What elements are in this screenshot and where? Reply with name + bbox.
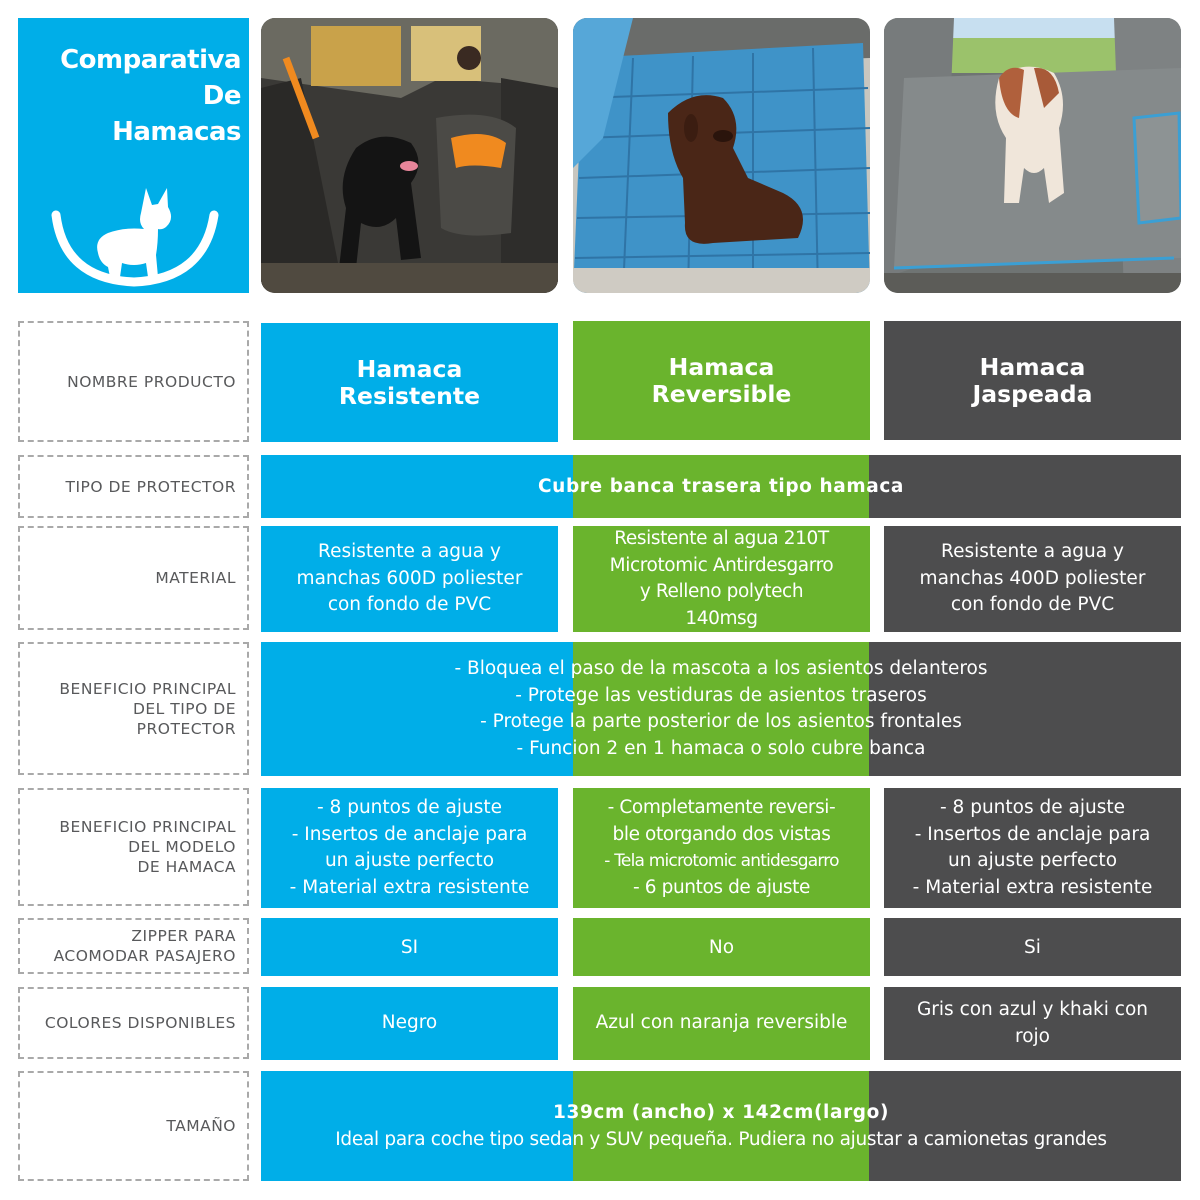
- hamaca-resistente-photo: [261, 18, 558, 293]
- material-line: manchas 600D poliester: [296, 567, 523, 589]
- cell-tamano: [261, 1071, 1181, 1181]
- beneficio-tipo-line: - Bloquea el paso de la mascota a los asientos delanteros: [454, 658, 988, 679]
- title-panel: [18, 18, 249, 293]
- beneficio-tipo-line: - Protege las vestiduras de asientos traseros: [515, 684, 927, 706]
- material-line: manchas 400D poliester: [919, 567, 1146, 589]
- cell-colores-jaspeada: [884, 987, 1181, 1060]
- label-beneficio-modelo: [18, 788, 249, 906]
- colores-line: Negro: [381, 1012, 438, 1034]
- label-line: BENEFICIO PRINCIPAL: [59, 818, 236, 836]
- cell-material-jaspeada: [884, 526, 1181, 632]
- tamano-dimensions: 139cm (ancho) x 142cm(largo): [553, 1102, 889, 1123]
- title-line: De: [202, 81, 241, 111]
- beneficio-modelo-line: - Completamente reversi-: [607, 797, 836, 818]
- label-zipper: [18, 918, 249, 974]
- beneficio-modelo-line: - Material extra resistente: [289, 876, 530, 898]
- tipo-protector-value: Cubre banca trasera tipo hamaca: [538, 476, 904, 497]
- beneficio-modelo-line: - 8 puntos de ajuste: [317, 797, 502, 818]
- cell-beneficio-modelo-resistente: [261, 788, 558, 908]
- hamaca-reversible-photo: [573, 18, 870, 293]
- product-name-line: Hamaca: [979, 352, 1086, 381]
- beneficio-modelo-line: un ajuste perfecto: [324, 850, 495, 871]
- beneficio-tipo-line: - Funcion 2 en 1 hamaca o solo cubre banca: [516, 737, 926, 759]
- product-name-line: Resistente: [338, 381, 481, 410]
- label-tamano: [18, 1071, 249, 1181]
- cell-colores-reversible: [573, 987, 870, 1060]
- beneficio-modelo-line: - Material extra resistente: [912, 876, 1153, 898]
- product-name-line: Hamaca: [356, 354, 463, 383]
- cell-nombre-reversible: [573, 321, 870, 440]
- label-line: TIPO DE PROTECTOR: [65, 477, 236, 496]
- beneficio-modelo-line: - 6 puntos de ajuste: [633, 876, 810, 898]
- colores-line: Azul con naranja reversible: [595, 1012, 848, 1034]
- label-line: ZIPPER PARA: [131, 927, 236, 945]
- cell-zipper-jaspeada: [884, 918, 1181, 976]
- zipper-value: SI: [400, 936, 419, 958]
- cell-beneficio-modelo-jaspeada: [884, 788, 1181, 908]
- label-material: [18, 526, 249, 630]
- label-line: COLORES DISPONIBLES: [44, 1014, 236, 1032]
- zipper-value: No: [708, 936, 735, 958]
- material-line: Microtomic Antirdesgarro: [609, 554, 834, 576]
- label-line: ACOMODAR PASAJERO: [53, 947, 236, 965]
- cell-material-resistente: [261, 526, 558, 632]
- material-line: Resistente al agua 210T: [614, 528, 829, 549]
- beneficio-modelo-line: - Insertos de anclaje para: [291, 823, 528, 845]
- cell-nombre-resistente: [261, 323, 558, 442]
- colores-line: rojo: [1015, 1025, 1050, 1047]
- material-line: 140msg: [685, 607, 758, 629]
- cell-zipper-resistente: [261, 918, 558, 976]
- material-line: y Relleno polytech: [639, 581, 804, 602]
- material-line: Resistente a agua y: [318, 541, 501, 563]
- cell-tipo-protector: [261, 455, 1181, 518]
- cell-material-reversible: [573, 526, 870, 632]
- label-beneficio-tipo: [18, 642, 249, 775]
- cat-hammock-logo-icon: [34, 183, 234, 293]
- product-name-line: Hamaca: [668, 352, 775, 381]
- material-line: con fondo de PVC: [327, 594, 492, 616]
- label-line: TAMAÑO: [166, 1117, 236, 1135]
- beneficio-modelo-line: - Insertos de anclaje para: [914, 823, 1151, 845]
- tamano-description: Ideal para coche tipo sedan y SUV pequeña. Pudiera no ajustar a camionetas grandes: [335, 1129, 1107, 1150]
- label-line: NOMBRE PRODUCTO: [67, 372, 236, 391]
- beneficio-modelo-line: - 8 puntos de ajuste: [940, 797, 1125, 818]
- cell-nombre-jaspeada: [884, 321, 1181, 440]
- label-colores: [18, 987, 249, 1059]
- label-line: DEL MODELO: [128, 838, 236, 856]
- label-line: MATERIAL: [155, 569, 236, 587]
- hamaca-jaspeada-photo: [884, 18, 1181, 293]
- cell-beneficio-modelo-reversible: [573, 788, 870, 908]
- cell-colores-resistente: [261, 987, 558, 1060]
- label-line: DE HAMACA: [137, 858, 236, 876]
- cell-zipper-reversible: [573, 918, 870, 976]
- colores-line: Gris con azul y khaki con: [916, 999, 1149, 1020]
- page-title: [26, 42, 241, 150]
- label-nombre-producto: [18, 321, 249, 442]
- cell-beneficio-tipo: [261, 642, 1181, 776]
- material-line: Resistente a agua y: [941, 541, 1124, 563]
- title-line: Hamacas: [112, 117, 241, 147]
- product-name-line: Reversible: [651, 379, 792, 408]
- product-name-line: Jaspeada: [972, 379, 1093, 408]
- label-line: DEL TIPO DE: [132, 699, 236, 718]
- beneficio-modelo-line: - Tela microtomic antidesgarro: [604, 851, 839, 871]
- zipper-value: Si: [1024, 936, 1041, 958]
- title-line: Comparativa: [60, 45, 241, 75]
- beneficio-modelo-line: ble otorgando dos vistas: [612, 823, 831, 845]
- beneficio-modelo-line: un ajuste perfecto: [947, 850, 1118, 871]
- beneficio-tipo-line: - Protege la parte posterior de los asientos frontales: [480, 711, 962, 732]
- label-tipo-protector: [18, 455, 249, 518]
- label-line: BENEFICIO PRINCIPAL: [59, 679, 236, 698]
- material-line: con fondo de PVC: [950, 594, 1115, 616]
- label-line: PROTECTOR: [136, 719, 236, 738]
